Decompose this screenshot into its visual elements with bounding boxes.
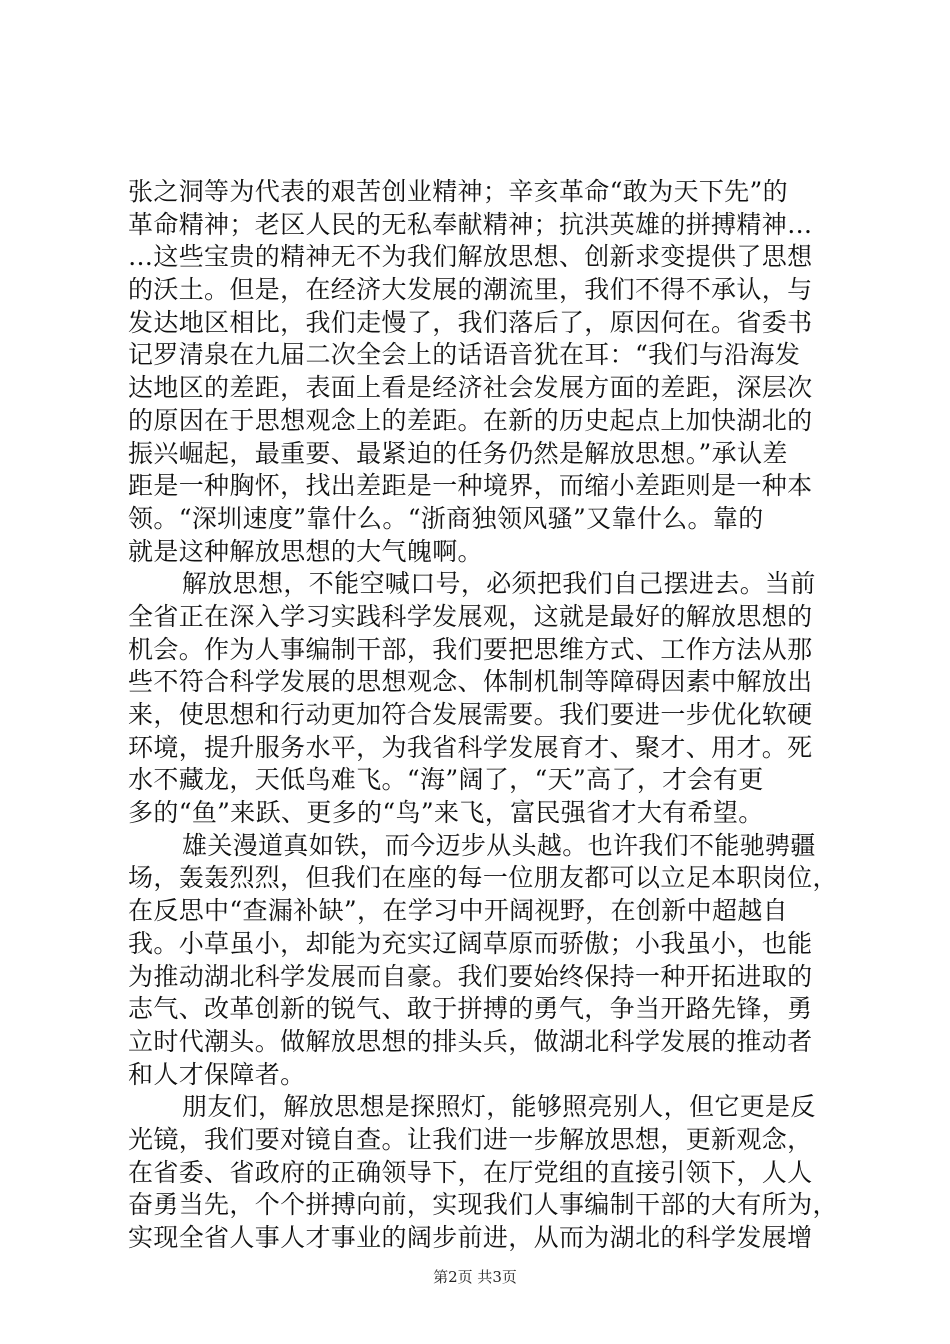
text-line: 立时代潮头。做解放思想的排头兵，做湖北科学发展的推动者 bbox=[128, 1026, 813, 1056]
text-line: 实现全省人事人才事业的阔步前进，从而为湖北的科学发展增 bbox=[128, 1223, 813, 1252]
paragraph-2 bbox=[128, 568, 838, 830]
text-line: 的沃土。但是，在经济大发展的潮流里，我们不得不承认，与 bbox=[128, 275, 813, 305]
text-line: 记罗清泉在九届二次全会上的话语音犹在耳：“我们与沿海发 bbox=[128, 340, 801, 370]
text-line: 就是这种解放思想的大气魄啊。 bbox=[128, 536, 483, 566]
text-line: 光镜，我们要对镜自查。让我们进一步解放思想，更新观念， bbox=[128, 1124, 813, 1154]
text-line: 发达地区相比，我们走慢了，我们落后了，原因何在。省委书 bbox=[128, 307, 813, 337]
text-line: 在省委、省政府的正确领导下，在厅党组的直接引领下，人人 bbox=[128, 1157, 813, 1187]
text-line: 解放思想，不能空喊口号，必须把我们自己摆进去。当前 bbox=[182, 569, 816, 599]
text-line: 多的“鱼”来跃、更多的“鸟”来飞，富民强省才大有希望。 bbox=[128, 798, 764, 828]
text-line: 机会。作为人事编制干部，我们要把思维方式、工作方法从那 bbox=[128, 634, 813, 664]
text-line: 距是一种胸怀，找出差距是一种境界，而缩小差距则是一种本 bbox=[128, 471, 813, 501]
page-number-footer: 第2页 共3页 bbox=[433, 1268, 517, 1286]
text-line: 领。“深圳速度”靠什么。“浙商独领风骚”又靠什么。靠的 bbox=[128, 503, 764, 533]
text-line: 革命精神；老区人民的无私奉献精神；抗洪英雄的拼搏精神… bbox=[128, 209, 813, 239]
text-line: 张之洞等为代表的艰苦创业精神；辛亥革命“敢为天下先”的 bbox=[128, 177, 789, 206]
body-text bbox=[128, 176, 838, 1255]
text-line: 志气、改革创新的锐气、敢于拼搏的勇气，争当开路先锋，勇 bbox=[128, 994, 813, 1024]
text-line: 在反思中“查漏补缺”，在学习中开阔视野，在创新中超越自 bbox=[128, 896, 789, 926]
text-line: 朋友们，解放思想是探照灯，能够照亮别人，但它更是反 bbox=[182, 1092, 816, 1122]
text-line: 来，使思想和行动更加符合发展需要。我们要进一步优化软硬 bbox=[128, 700, 813, 729]
text-line: 的原因在于思想观念上的差距。在新的历史起点上加快湖北的 bbox=[128, 405, 813, 435]
text-line: 和人才保障者。 bbox=[128, 1059, 306, 1089]
text-line: 场，轰轰烈烈，但我们在座的每一位朋友都可以立足本职岗位， bbox=[128, 863, 838, 893]
text-line: 我。小草虽小，却能为充实辽阔草原而骄傲；小我虽小，也能 bbox=[128, 928, 813, 958]
text-line: 为推动湖北科学发展而自豪。我们要始终保持一种开拓进取的 bbox=[128, 961, 813, 991]
text-line: 奋勇当先，个个拼搏向前，实现我们人事编制干部的大有所为， bbox=[128, 1190, 838, 1220]
paragraph-1 bbox=[128, 176, 838, 568]
text-line: 达地区的差距，表面上看是经济社会发展方面的差距，深层次 bbox=[128, 373, 813, 403]
text-line: 振兴崛起，最重要、最紧迫的任务仍然是解放思想。”承认差 bbox=[128, 438, 788, 468]
text-line: 些不符合科学发展的思想观念、体制机制等障碍因素中解放出 bbox=[128, 667, 813, 697]
text-line: 环境，提升服务水平，为我省科学发展育才、聚才、用才。死 bbox=[128, 732, 813, 762]
text-line: 全省正在深入学习实践科学发展观，这就是最好的解放思想的 bbox=[128, 601, 813, 631]
text-line: …这些宝贵的精神无不为我们解放思想、创新求变提供了思想 bbox=[128, 242, 813, 272]
paragraph-4 bbox=[128, 1091, 838, 1254]
text-line: 雄关漫道真如铁，而今迈步从头越。也许我们不能驰骋疆 bbox=[182, 830, 816, 860]
paragraph-3 bbox=[128, 830, 838, 1092]
text-line: 水不藏龙，天低鸟难飞。“海”阔了，“天”高了，才会有更 bbox=[128, 765, 764, 795]
